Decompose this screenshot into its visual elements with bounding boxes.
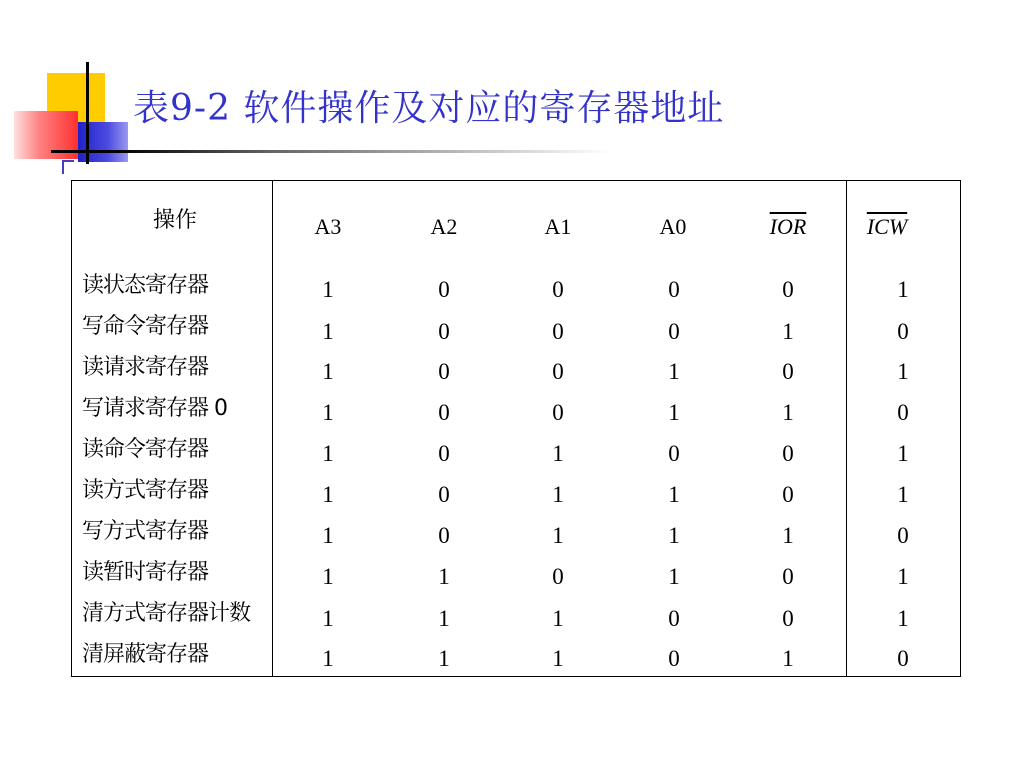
cell-a2: 0	[438, 359, 450, 384]
row-label: 读暂时寄存器	[82, 560, 209, 585]
cell-ior: 0	[782, 564, 794, 589]
cell-a1: 0	[552, 359, 564, 384]
cell-a2: 0	[438, 319, 450, 344]
cell-a3: 1	[322, 564, 334, 589]
cell-ior: 0	[782, 441, 794, 466]
row-label: 读状态寄存器	[82, 273, 209, 298]
table-header-a2: A2	[430, 214, 458, 239]
table-column-divider-operation	[272, 180, 273, 677]
title-underline	[51, 150, 611, 153]
cell-icw: 1	[897, 277, 909, 302]
cell-icw: 0	[897, 523, 909, 548]
cell-a1: 1	[552, 523, 564, 548]
cell-icw: 1	[897, 564, 909, 589]
cell-a2: 0	[438, 400, 450, 425]
cell-ior: 0	[782, 359, 794, 384]
cell-icw: 1	[897, 359, 909, 384]
cell-a0: 1	[668, 359, 680, 384]
cell-a1: 0	[552, 564, 564, 589]
row-label: 写请求寄存器 0	[82, 396, 227, 421]
cell-a2: 1	[438, 646, 450, 671]
cell-a3: 1	[322, 277, 334, 302]
cell-a2: 0	[438, 482, 450, 507]
table-header-a0: A0	[659, 214, 687, 239]
cell-icw: 1	[897, 441, 909, 466]
cell-a2: 1	[438, 564, 450, 589]
row-label: 写方式寄存器	[82, 519, 209, 544]
cell-a2: 0	[438, 441, 450, 466]
cell-ior: 1	[782, 523, 794, 548]
cell-a0: 1	[668, 482, 680, 507]
cell-ior: 1	[782, 400, 794, 425]
cell-a3: 1	[322, 319, 334, 344]
cell-a3: 1	[322, 400, 334, 425]
cell-a0: 0	[668, 319, 680, 344]
cell-a3: 1	[322, 606, 334, 631]
cell-a2: 0	[438, 277, 450, 302]
cell-a1: 1	[552, 441, 564, 466]
cell-icw: 0	[897, 400, 909, 425]
cell-icw: 1	[897, 482, 909, 507]
cell-a1: 0	[552, 319, 564, 344]
cell-ior: 1	[782, 319, 794, 344]
cell-ior: 0	[782, 482, 794, 507]
row-label: 写命令寄存器	[82, 314, 209, 339]
cell-a0: 0	[668, 606, 680, 631]
cell-a2: 1	[438, 606, 450, 631]
table-column-divider-icw	[846, 180, 847, 677]
cell-a0: 1	[668, 523, 680, 548]
cell-a3: 1	[322, 523, 334, 548]
row-label: 清方式寄存器计数	[82, 601, 251, 626]
cell-ior: 0	[782, 277, 794, 302]
cell-a0: 0	[668, 646, 680, 671]
cell-a3: 1	[322, 482, 334, 507]
table-header-icw: $\overline{ICW}$	[866, 214, 908, 239]
row-label: 读方式寄存器	[82, 478, 209, 503]
table-header-ior: $\overline{IOR}$	[769, 214, 807, 239]
cell-a0: 1	[668, 400, 680, 425]
cell-icw: 0	[897, 319, 909, 344]
row-label: 读请求寄存器	[82, 355, 209, 380]
cell-icw: 1	[897, 606, 909, 631]
row-label: 读命令寄存器	[82, 437, 209, 462]
slide-title: 表9-2 软件操作及对应的寄存器地址	[133, 88, 725, 129]
cell-a3: 1	[322, 359, 334, 384]
table-header-a3: A3	[314, 214, 342, 239]
cell-a2: 0	[438, 523, 450, 548]
decorative-bracket	[62, 160, 74, 174]
cell-a0: 1	[668, 564, 680, 589]
table-header-a1: A1	[544, 214, 572, 239]
cell-icw: 0	[897, 646, 909, 671]
cell-a1: 1	[552, 482, 564, 507]
cell-a0: 0	[668, 277, 680, 302]
cell-ior: 0	[782, 606, 794, 631]
cell-a3: 1	[322, 646, 334, 671]
cell-a3: 1	[322, 441, 334, 466]
decorative-vertical-line	[86, 62, 89, 164]
row-label: 清屏蔽寄存器	[82, 642, 209, 667]
cell-a1: 0	[552, 277, 564, 302]
cell-a1: 0	[552, 400, 564, 425]
cell-a0: 0	[668, 441, 680, 466]
cell-ior: 1	[782, 646, 794, 671]
table-header-operation: 操作	[152, 208, 197, 233]
cell-a1: 1	[552, 606, 564, 631]
cell-a1: 1	[552, 646, 564, 671]
